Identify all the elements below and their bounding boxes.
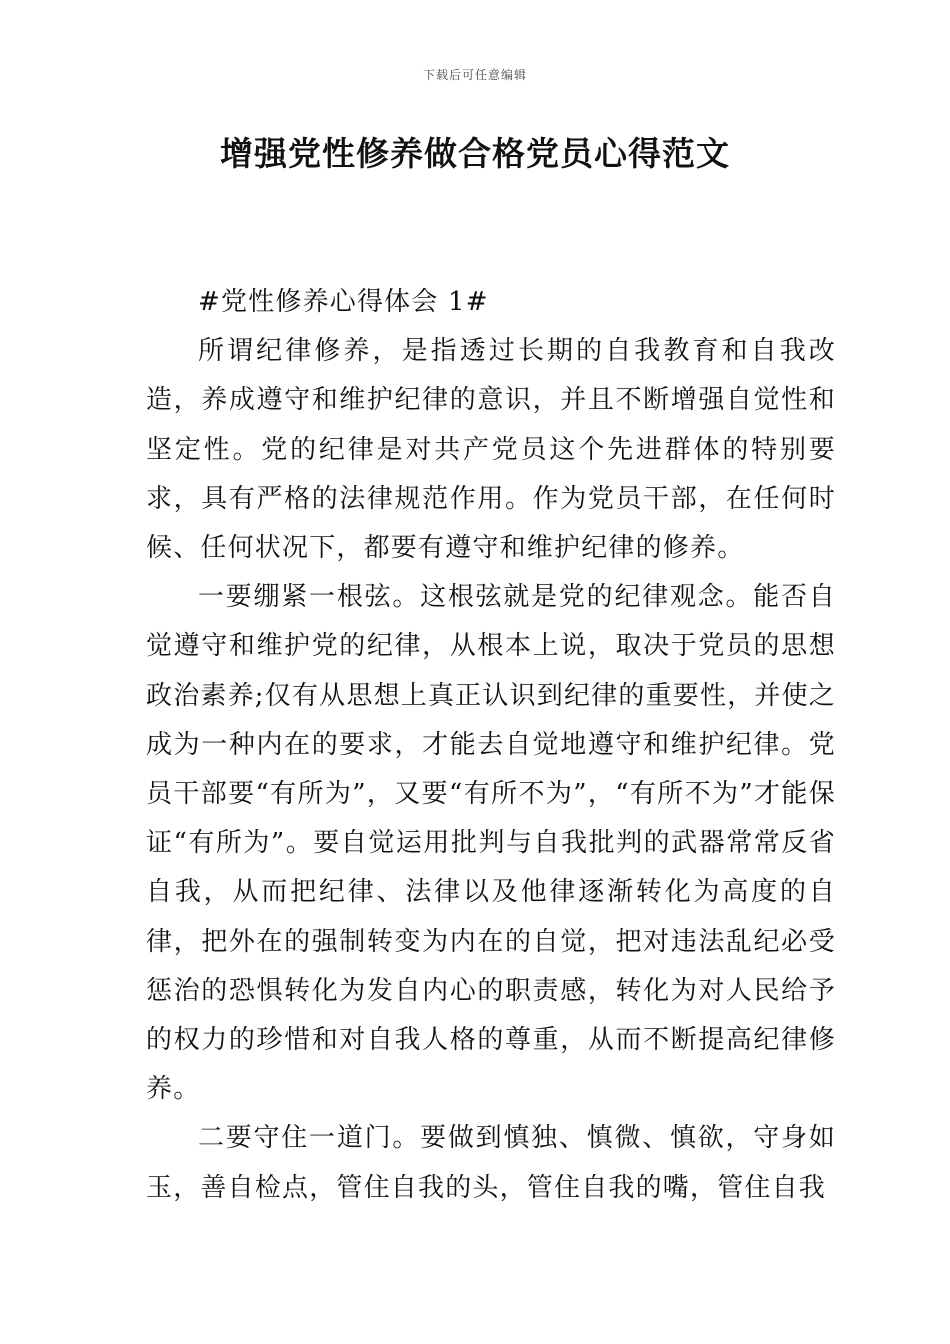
document-body	[146, 278, 836, 1213]
header-note: 下载后可任意编辑	[422, 68, 527, 82]
paragraph-second-point: 二要守住一道门。要做到慎独、慎微、慎欲，守身如玉，善自检点，管住自我的头，管住自我的嘴，管住自我	[146, 1123, 836, 1203]
paragraph-discipline-definition: 所谓纪律修养，是指透过长期的自我教育和自我改造，养成遵守和维护纪律的意识，并且不断增强自觉性和坚定性。党的纪律是对共产党员这个先进群体的特别要求，具有严格的法律规范作用。作为党员干部，在任何时候、任何状况下，都要有遵守和维护纪律的修养。	[146, 336, 836, 564]
paragraph-first-point: 一要绷紧一根弦。这根弦就是党的纪律观念。能否自觉遵守和维护党的纪律，从根本上说，取决于党员的思想政治素养;仅有从思想上真正认识到纪律的重要性，并使之成为一种内在的要求，才能去自觉地遵守和维护纪律。党员干部要“有所为”，又要“有所不为”，“有所不为”才能保证“有所为”。要自觉运用批判与自我批判的武器常常反省自我，从而把纪律、法律以及他律逐渐转化为高度的自律，把外在的强制转变为内在的自觉，把对违法乱纪必受惩治的恐惧转化为发自内心的职责感，转化为对人民给予的权力的珍惜和对自我人格的尊重，从而不断提高纪律修养。	[146, 582, 836, 1105]
document-title: 增强党性修养做合格党员心得范文	[220, 134, 730, 173]
section-heading: #党性修养心得体会 1#	[198, 287, 489, 317]
